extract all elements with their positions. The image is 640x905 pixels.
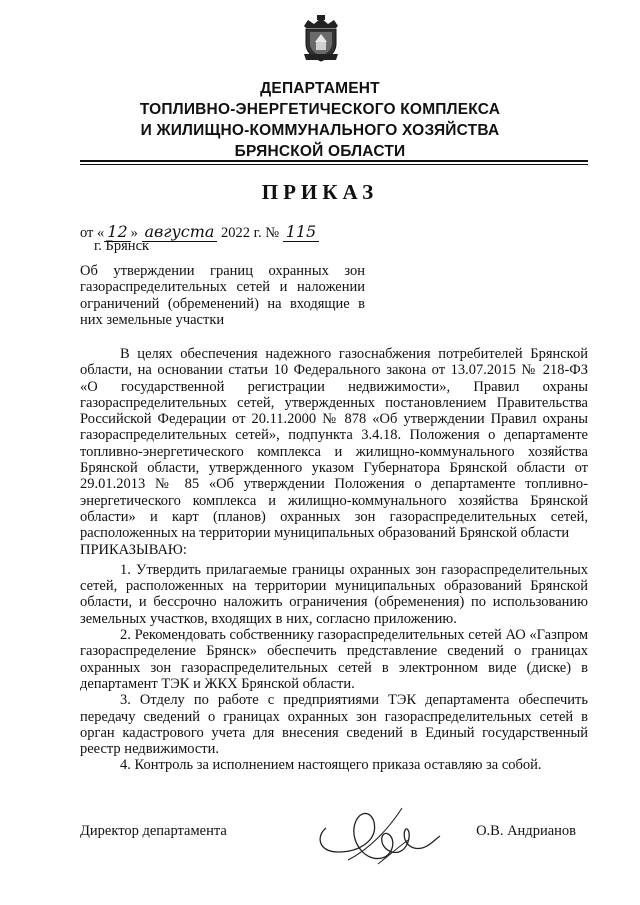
signature-row	[80, 823, 588, 843]
header-line: ДЕПАРТАМЕНТ	[260, 80, 380, 97]
date-month: августа	[142, 222, 218, 242]
order-item: 1. Утвердить прилагаемые границы охранных зон газораспределительных сетей, расположенных на территории муниципальных образований Брянской области, и бессрочно наложить ограничения (обременения) по использованию земельных участков, входящих в них, согласно приложению.	[80, 561, 588, 627]
order-city: г. Брянск	[94, 238, 150, 254]
header-line: БРЯНСКОЙ ОБЛАСТИ	[234, 143, 406, 160]
header-line: И ЖИЛИЩНО-КОММУНАЛЬНОГО ХОЗЯЙСТВА	[140, 122, 500, 139]
number-prefix: №	[265, 225, 280, 241]
date-year: 2022 г.	[221, 225, 262, 241]
order-number: 115	[283, 222, 320, 242]
command-word: ПРИКАЗЫВАЮ:	[80, 541, 187, 558]
order-item: 3. Отделу по работе с предприятиями ТЭК департамента обеспечить передачу сведений о границах охранных зон газораспределительных сетей в орган кадастрового учета для внесения сведений в Единый государственный реестр недвижимости.	[80, 692, 588, 758]
order-items	[80, 562, 588, 774]
preamble-paragraph: В целях обеспечения надежного газоснабжения потребителей Брянской области, на основании статьи 10 Федерального закона от 13.07.2015 № 218-ФЗ «О государственной регистрации недвижимости», Правил охраны газораспределительных сетей, утвержденных постановлением Правительства Российской Федерации от 20.11.2000 № 878 «Об утверждении Правил охраны газораспределительных сетей», подпункта 3.4.18. Положения о департаменте топливно-энергетического комплекса и жилищно-коммунального хозяйства Брянской области, утвержденного указом Губернатора Брянской области от 29.01.2013 № 85 «Об утверждении Положения о департаменте топливно-энергетического комплекса и жилищно-коммунального хозяйства Брянской области» и карт (планов) охранных зон газораспределительных сетей, расположенных на территории муниципальных образований Брянской области	[80, 346, 588, 542]
signatory-name: О.В. Андрианов	[476, 823, 576, 839]
department-header	[0, 78, 640, 162]
date-day: 12	[104, 222, 130, 242]
date-prefix: от «	[80, 225, 105, 241]
coat-of-arms-icon	[300, 14, 342, 62]
header-divider	[80, 160, 588, 162]
date-day-close: »	[130, 225, 138, 241]
signatory-position: Директор департамента	[80, 823, 227, 839]
order-subject: Об утверждении границ охранных зон газораспределительных сетей и наложении ограничений (обременений) на входящие в них земельные участки	[80, 263, 365, 328]
header-divider-thin	[80, 164, 588, 165]
order-title: ПРИКАЗ	[261, 180, 379, 204]
header-line: ТОПЛИВНО-ЭНЕРГЕТИЧЕСКОГО КОМПЛЕКСА	[139, 101, 501, 118]
order-item: 4. Контроль за исполнением настоящего приказа оставляю за собой.	[120, 757, 542, 774]
order-item: 2. Рекомендовать собственнику газораспределительных сетей АО «Газпром газораспределение Брянск» обеспечить представление сведений о границах охранных зон газораспределительных сетей в электронном виде (диске) в департамент ТЭК и ЖКХ Брянской области.	[80, 627, 588, 692]
order-body	[80, 346, 588, 774]
